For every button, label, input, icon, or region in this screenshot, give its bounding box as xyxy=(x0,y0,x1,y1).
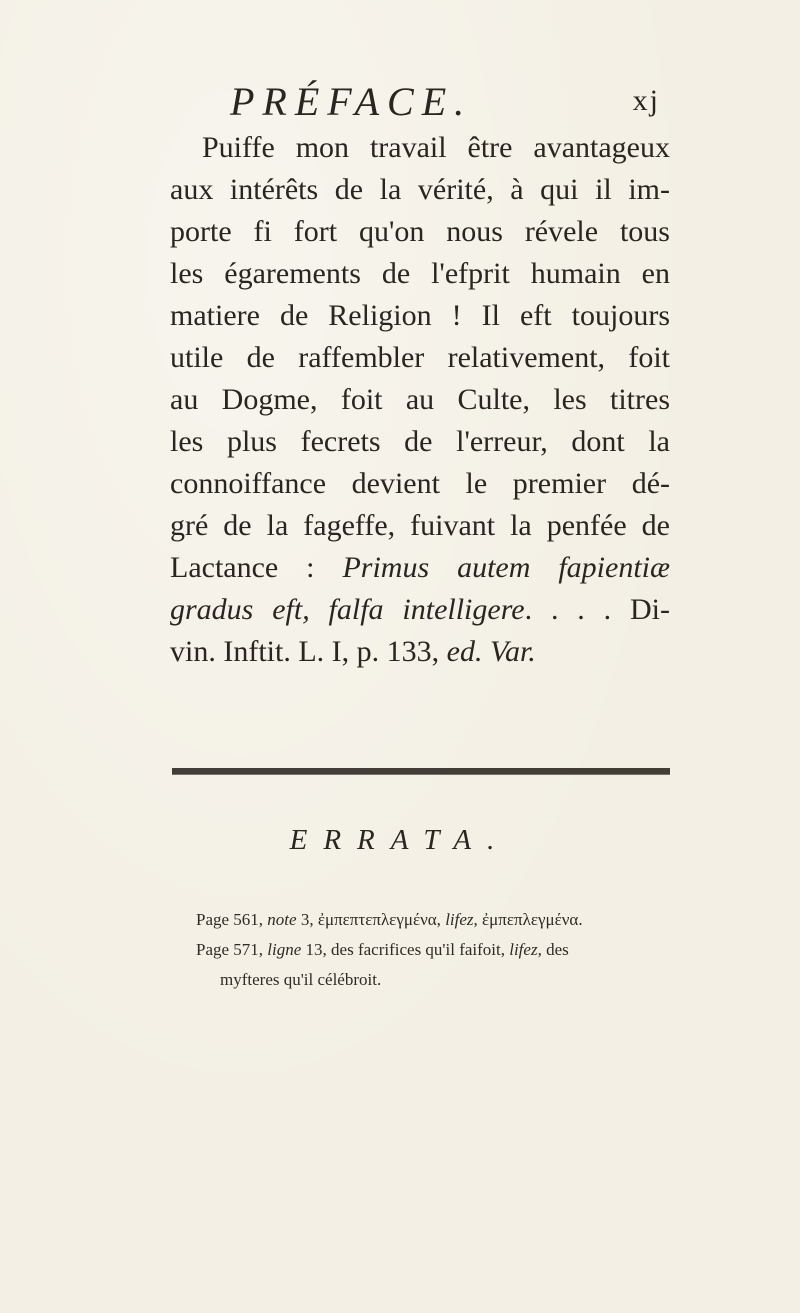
text-line: Puiffe mon travail être avantageux xyxy=(202,131,670,164)
text-roman: . . . . Di- xyxy=(524,593,670,626)
text-line: au Dogme, foit au Culte, les titres xyxy=(170,383,670,416)
errata-note-label: note xyxy=(267,910,297,929)
errata-entry xyxy=(196,935,674,965)
page-number: xj xyxy=(632,84,660,117)
latin-quote: Primus autem fapientiæ xyxy=(342,551,671,584)
text-line: matiere de Religion ! Il eft toujours xyxy=(170,299,670,332)
errata-correction: , ἐμπεπλεγμένα. xyxy=(473,910,583,929)
citation: vin. Inftit. L. I, p. 133, xyxy=(170,635,447,668)
text-line: porte fi fort qu'on nous révele tous xyxy=(170,215,670,248)
text-line: aux intérêts de la vérité, à qui il im- xyxy=(170,173,670,206)
errata-page: Page 571, xyxy=(196,940,268,959)
text-roman: Lactance : xyxy=(170,551,343,584)
errata-original: 3, ἐμπεπτεπλεγμένα, xyxy=(296,910,446,929)
latin-quote: gradus eft, falfa intelligere xyxy=(170,593,525,626)
errata-list xyxy=(196,905,674,995)
text-line: les plus fecrets de l'erreur, dont la xyxy=(170,425,670,458)
errata-ligne-label: ligne xyxy=(267,940,302,959)
text-line-quote-start xyxy=(170,547,670,589)
errata-lisez: lifez xyxy=(445,910,474,929)
errata-original: 13, des facrifices qu'il faifoit, xyxy=(301,940,510,959)
text-line-citation xyxy=(170,631,670,673)
ornamental-rule xyxy=(172,768,670,775)
running-title: PRÉFACE. xyxy=(230,79,473,124)
edition-note: ed. Var. xyxy=(446,635,536,668)
preface-body xyxy=(170,127,670,673)
errata-correction: , des xyxy=(537,940,569,959)
errata-entry xyxy=(196,905,674,935)
text-line: utile de raffembler relativement, foit xyxy=(170,341,670,374)
page-header xyxy=(230,78,660,128)
errata-heading: ERRATA. xyxy=(289,824,511,856)
errata-lisez: lifez xyxy=(509,940,538,959)
text-line: connoiffance devient le premier dé- xyxy=(170,467,670,500)
text-line: les égarements de l'efprit humain en xyxy=(170,257,670,290)
text-line: gré de la fageffe, fuivant la penfée de xyxy=(170,509,670,542)
errata-page: Page 561, xyxy=(196,910,268,929)
text-line-quote-end xyxy=(170,589,670,631)
errata-entry-continuation: myfteres qu'il célébroit. xyxy=(220,970,382,989)
